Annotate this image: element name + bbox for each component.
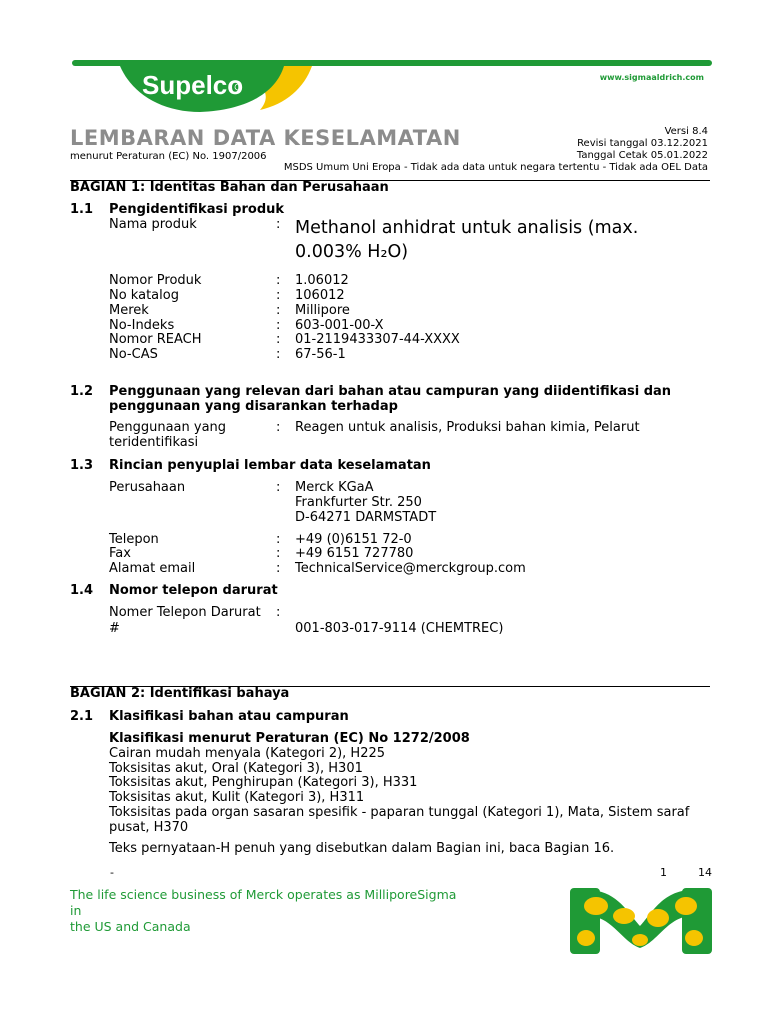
identified-use-label-line-2: teridentifikasi bbox=[109, 435, 199, 450]
company-line-2: Frankfurter Str. 250 bbox=[295, 495, 422, 510]
colon: : bbox=[276, 561, 281, 576]
product-name-label: Nama produk bbox=[109, 217, 197, 232]
email-value[interactable]: TechnicalService@merckgroup.com bbox=[295, 561, 526, 576]
section-1-3-title: Rincian penyuplai lembar data keselamatan bbox=[109, 458, 431, 473]
phone-value: +49 (0)6151 72-0 bbox=[295, 532, 412, 547]
colon: : bbox=[276, 480, 281, 495]
company-label: Perusahaan bbox=[109, 480, 186, 495]
fax-label: Fax bbox=[109, 546, 131, 561]
section-1-3-number: 1.3 bbox=[70, 458, 94, 473]
row-label-catalog: No katalog bbox=[109, 288, 179, 303]
colon: : bbox=[276, 217, 281, 232]
classification-line-2: Toksisitas akut, Oral (Kategori 3), H301 bbox=[109, 761, 363, 776]
print-date: Tanggal Cetak 05.01.2022 bbox=[576, 150, 708, 161]
section-1-4-number: 1.4 bbox=[70, 583, 94, 598]
company-line-1: Merck KGaA bbox=[295, 480, 374, 495]
colon: : bbox=[276, 273, 281, 288]
section-2-heading: BAGIAN 2: Identifikasi bahaya bbox=[70, 686, 290, 701]
fax-value: +49 6151 727780 bbox=[295, 546, 414, 561]
section-2-1-title: Klasifikasi bahan atau campuran bbox=[109, 709, 349, 724]
phone-label: Telepon bbox=[109, 532, 159, 547]
classification-line-1: Cairan mudah menyala (Kategori 2), H225 bbox=[109, 746, 386, 761]
supelco-logo bbox=[72, 58, 712, 120]
product-name-line-2: 0.003% H₂O) bbox=[295, 242, 409, 262]
classification-line-6: pusat, H370 bbox=[109, 820, 189, 835]
page-total: 14 bbox=[698, 866, 712, 879]
row-label-cas: No-CAS bbox=[109, 347, 158, 362]
row-value-cas: 67-56-1 bbox=[295, 347, 346, 362]
section-1-1-number: 1.1 bbox=[70, 202, 94, 217]
colon: : bbox=[276, 288, 281, 303]
emergency-phone-label-line-2: # bbox=[109, 621, 120, 636]
revision-date: Revisi tanggal 03.12.2021 bbox=[577, 138, 708, 149]
row-label-reach: Nomor REACH bbox=[109, 332, 202, 347]
brand-name: Supelco bbox=[142, 70, 244, 100]
section-1-4-title: Nomor telepon darurat bbox=[109, 583, 278, 598]
colon: : bbox=[276, 303, 281, 318]
row-value-index: 603-001-00-X bbox=[295, 318, 384, 333]
colon: : bbox=[276, 347, 281, 362]
supelco-header-banner bbox=[72, 58, 712, 120]
row-label-product-number: Nomor Produk bbox=[109, 273, 202, 288]
section-1-2-title-line-2: penggunaan yang disarankan terhadap bbox=[109, 399, 398, 414]
colon: : bbox=[276, 532, 281, 547]
company-line-3: D-64271 DARMSTADT bbox=[295, 510, 437, 525]
msds-note: MSDS Umum Uni Eropa - Tidak ada data untuk negara tertentu - Tidak ada OEL Data bbox=[283, 162, 708, 173]
classification-line-5: Toksisitas pada organ sasaran spesifik - paparan tunggal (Kategori 1), Mata, Sistem saraf bbox=[109, 805, 690, 820]
identified-use-label-line-1: Penggunaan yang bbox=[109, 420, 227, 435]
row-label-brand: Merek bbox=[109, 303, 149, 318]
email-label: Alamat email bbox=[109, 561, 196, 576]
emergency-phone-value: 001-803-017-9114 (CHEMTREC) bbox=[295, 621, 504, 636]
colon: : bbox=[276, 546, 281, 561]
section-2-1-number: 2.1 bbox=[70, 709, 94, 724]
row-value-reach: 01-2119433307-44-XXXX bbox=[295, 332, 460, 347]
classification-line-3: Toksisitas akut, Penghirupan (Kategori 3), H331 bbox=[109, 775, 418, 790]
merck-logo-icon bbox=[568, 886, 714, 956]
row-label-index: No-Indeks bbox=[109, 318, 175, 333]
row-value-brand: Millipore bbox=[295, 303, 350, 318]
emergency-phone-label-line-1: Nomer Telepon Darurat bbox=[109, 605, 261, 620]
section-1-2-title-line-1: Penggunaan yang relevan dari bahan atau campuran yang diidentifikasi dan bbox=[109, 384, 672, 399]
regulation-reference: menurut Peraturan (EC) No. 1907/2006 bbox=[70, 151, 267, 162]
page-footer-dash: - bbox=[110, 866, 114, 879]
footer-note-line-2: the US and Canada bbox=[70, 919, 191, 934]
footer-note-line-1: The life science business of Merck operates as MilliporeSigma in bbox=[70, 887, 457, 918]
product-name-value bbox=[295, 216, 715, 264]
section-1-1-title: Pengidentifikasi produk bbox=[109, 202, 285, 217]
colon: : bbox=[276, 318, 281, 333]
version-label: Versi 8.4 bbox=[664, 126, 708, 137]
h-statement-note: Teks pernyataan-H penuh yang disebutkan dalam Bagian ini, baca Bagian 16. bbox=[109, 841, 615, 856]
row-value-catalog: 106012 bbox=[295, 288, 345, 303]
document-title: LEMBARAN DATA KESELAMATAN bbox=[70, 126, 461, 150]
colon: : bbox=[276, 605, 281, 620]
section-1-2-number: 1.2 bbox=[70, 384, 94, 399]
row-value-product-number: 1.06012 bbox=[295, 273, 349, 288]
colon: : bbox=[276, 332, 281, 347]
merck-logo bbox=[568, 886, 714, 956]
colon: : bbox=[276, 420, 281, 435]
footer-note bbox=[70, 887, 470, 935]
classification-subtitle: Klasifikasi menurut Peraturan (EC) No 1272/2008 bbox=[109, 731, 470, 746]
identified-use-value: Reagen untuk analisis, Produksi bahan kimia, Pelarut bbox=[295, 420, 640, 435]
product-name-line-1: Methanol anhidrat untuk analisis (max. bbox=[295, 218, 639, 238]
website-url[interactable]: www.sigmaaldrich.com bbox=[599, 73, 704, 82]
section-1-heading: BAGIAN 1: Identitas Bahan dan Perusahaan bbox=[70, 180, 389, 195]
classification-line-4: Toksisitas akut, Kulit (Kategori 3), H311 bbox=[109, 790, 365, 805]
page-number: 1 bbox=[660, 866, 667, 879]
